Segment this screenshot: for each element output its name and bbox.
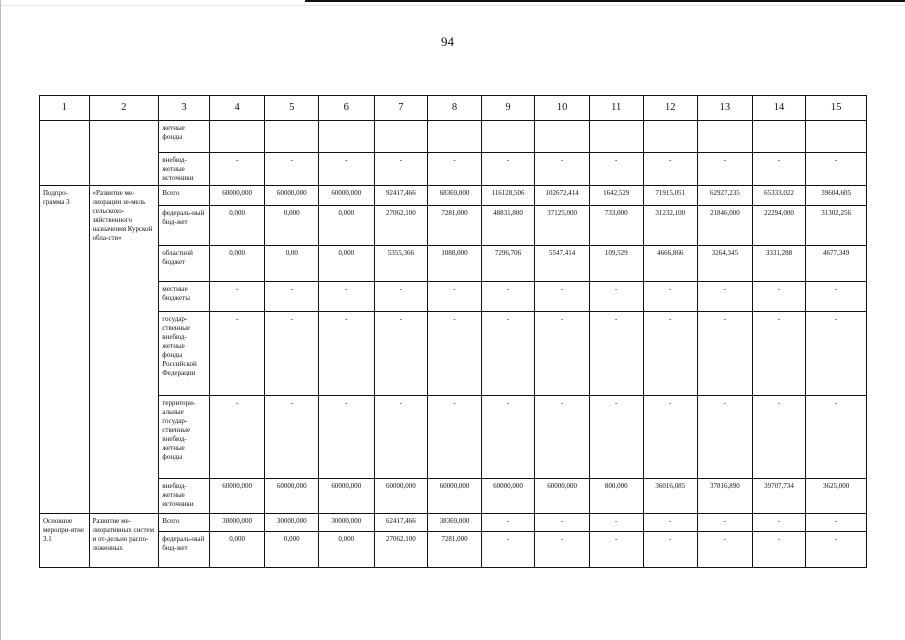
value-cell: - — [209, 395, 265, 478]
value-cell: - — [752, 152, 806, 185]
value-cell: - — [535, 532, 590, 568]
value-cell: - — [698, 281, 753, 311]
column-header: 9 — [481, 96, 535, 121]
value-cell: - — [481, 281, 535, 311]
value-cell: - — [643, 152, 698, 185]
value-cell: - — [643, 395, 698, 478]
value-cell: - — [374, 152, 428, 185]
value-cell: - — [752, 532, 806, 568]
column-header: 6 — [319, 96, 375, 121]
value-cell: - — [698, 532, 753, 568]
value-cell: 71915,051 — [643, 186, 698, 205]
value-cell: - — [752, 312, 806, 396]
funding-source-cell: территори-альные государ-ственные внебюд-жетные фонды — [159, 395, 210, 478]
table-row — [40, 186, 867, 205]
header-row — [40, 96, 867, 121]
table-row — [40, 120, 867, 152]
value-cell: 0,000 — [209, 532, 265, 568]
column-header: 13 — [698, 96, 753, 121]
value-cell: - — [535, 152, 590, 185]
value-cell: 31302,256 — [806, 205, 867, 246]
value-cell: 733,000 — [589, 205, 643, 246]
value-cell: 30000,000 — [209, 514, 265, 532]
funding-source-cell: внебюд-жетные источники — [159, 478, 210, 513]
value-cell: 116128,506 — [481, 186, 535, 205]
value-cell: 4666,866 — [643, 246, 698, 281]
budget-table — [39, 95, 867, 568]
value-cell: 65333,022 — [752, 186, 806, 205]
value-cell — [319, 120, 375, 152]
value-cell: 102672,414 — [535, 186, 590, 205]
funding-source-cell: Всего — [159, 514, 210, 532]
funding-source-cell: областной бюджет — [159, 246, 210, 281]
value-cell: - — [535, 312, 590, 396]
value-cell: - — [481, 152, 535, 185]
value-cell — [698, 120, 753, 152]
value-cell: 39604,605 — [806, 186, 867, 205]
value-cell: 48831,800 — [481, 205, 535, 246]
value-cell: - — [698, 312, 753, 396]
value-cell: - — [428, 312, 482, 396]
value-cell — [643, 120, 698, 152]
value-cell: - — [481, 514, 535, 532]
value-cell — [589, 120, 643, 152]
funding-source-cell: Всего — [159, 186, 210, 205]
value-cell: 68369,000 — [428, 186, 482, 205]
value-cell — [265, 120, 319, 152]
value-cell: 5547,414 — [535, 246, 590, 281]
value-cell: - — [806, 532, 867, 568]
value-cell: 37816,890 — [698, 478, 753, 513]
column-header: 1 — [40, 96, 90, 121]
value-cell: 92417,466 — [374, 186, 428, 205]
column-header: 4 — [209, 96, 265, 121]
value-cell: - — [319, 312, 375, 396]
value-cell: 22294,000 — [752, 205, 806, 246]
value-cell: - — [698, 395, 753, 478]
empty-cell — [89, 120, 159, 186]
value-cell: - — [698, 514, 753, 532]
column-header: 14 — [752, 96, 806, 121]
value-cell: 109,529 — [589, 246, 643, 281]
table-row — [40, 478, 867, 513]
value-cell: - — [481, 312, 535, 396]
scan-edge-line — [0, 5, 905, 6]
table-row — [40, 514, 867, 532]
value-cell: 4677,349 — [806, 246, 867, 281]
column-header: 7 — [374, 96, 428, 121]
column-header: 15 — [806, 96, 867, 121]
value-cell: 60000,000 — [265, 186, 319, 205]
program-code-cell: Основное меропри-ятие 3.1 — [40, 514, 90, 568]
value-cell: - — [481, 395, 535, 478]
table-row — [40, 532, 867, 568]
value-cell: - — [752, 395, 806, 478]
funding-source-cell: местные бюджеты — [159, 281, 210, 311]
value-cell: - — [374, 312, 428, 396]
value-cell: 60000,000 — [319, 186, 375, 205]
table-row — [40, 246, 867, 281]
value-cell: - — [589, 152, 643, 185]
value-cell: 60000,000 — [535, 478, 590, 513]
value-cell: 60000,000 — [209, 478, 265, 513]
value-cell: 0,000 — [265, 205, 319, 246]
value-cell: 0,000 — [209, 205, 265, 246]
value-cell: 7296,706 — [481, 246, 535, 281]
value-cell: - — [643, 532, 698, 568]
value-cell: 800,000 — [589, 478, 643, 513]
value-cell: - — [643, 281, 698, 311]
value-cell: 60000,000 — [374, 478, 428, 513]
value-cell: 30000,000 — [319, 514, 375, 532]
value-cell: 39707,734 — [752, 478, 806, 513]
table-row — [40, 205, 867, 246]
value-cell: 27062,100 — [374, 205, 428, 246]
value-cell: - — [265, 312, 319, 396]
value-cell: - — [319, 152, 375, 185]
value-cell: - — [265, 281, 319, 311]
value-cell: - — [481, 532, 535, 568]
value-cell: - — [589, 532, 643, 568]
program-code-cell: Подпро-грамма 3 — [40, 186, 90, 514]
value-cell: - — [535, 281, 590, 311]
value-cell: - — [265, 152, 319, 185]
value-cell: - — [319, 395, 375, 478]
value-cell: 31232,100 — [643, 205, 698, 246]
value-cell: - — [643, 514, 698, 532]
value-cell: 36016,085 — [643, 478, 698, 513]
value-cell: 1642,529 — [589, 186, 643, 205]
value-cell: 3331,288 — [752, 246, 806, 281]
funding-source-cell: федераль-ный бюд-жет — [159, 532, 210, 568]
value-cell: 0,000 — [265, 532, 319, 568]
value-cell: 7281,000 — [428, 205, 482, 246]
program-name-cell: «Развитие ме-лиорации зе-мель сельскохо-зяйственного назначения Курской обла-сти» — [89, 186, 159, 514]
table-row — [40, 312, 867, 396]
value-cell: - — [428, 281, 482, 311]
value-cell: 60000,000 — [481, 478, 535, 513]
value-cell: - — [265, 395, 319, 478]
value-cell: - — [209, 281, 265, 311]
value-cell: - — [319, 281, 375, 311]
value-cell — [535, 120, 590, 152]
funding-source-cell: федераль-ный бюд-жет — [159, 205, 210, 246]
value-cell: 1088,000 — [428, 246, 482, 281]
value-cell: - — [806, 152, 867, 185]
column-header: 11 — [589, 96, 643, 121]
table-row — [40, 281, 867, 311]
value-cell: 0,000 — [319, 532, 375, 568]
value-cell: 60000,000 — [319, 478, 375, 513]
header-rule — [305, 0, 905, 2]
value-cell: - — [806, 395, 867, 478]
value-cell: - — [374, 395, 428, 478]
value-cell: 0,000 — [209, 246, 265, 281]
value-cell: - — [806, 312, 867, 396]
value-cell — [374, 120, 428, 152]
value-cell: - — [752, 514, 806, 532]
value-cell: - — [535, 514, 590, 532]
column-header: 3 — [159, 96, 210, 121]
value-cell: - — [589, 281, 643, 311]
value-cell: 21846,000 — [698, 205, 753, 246]
value-cell: 30000,000 — [265, 514, 319, 532]
program-name-cell: Развитие ме-лиоративных систем и от-дельно распо-ложенных — [89, 514, 159, 568]
value-cell: - — [806, 281, 867, 311]
value-cell: 38369,000 — [428, 514, 482, 532]
value-cell: - — [374, 281, 428, 311]
value-cell: 27062,100 — [374, 532, 428, 568]
table-row — [40, 395, 867, 478]
column-header: 10 — [535, 96, 590, 121]
value-cell: 3625,000 — [806, 478, 867, 513]
value-cell: 62417,466 — [374, 514, 428, 532]
value-cell: 60000,000 — [428, 478, 482, 513]
value-cell: 0,000 — [319, 246, 375, 281]
value-cell: - — [428, 152, 482, 185]
value-cell: 7281,000 — [428, 532, 482, 568]
column-header: 2 — [89, 96, 159, 121]
value-cell: - — [643, 312, 698, 396]
value-cell: 60000,000 — [265, 478, 319, 513]
value-cell: - — [535, 395, 590, 478]
value-cell — [428, 120, 482, 152]
value-cell: - — [698, 152, 753, 185]
value-cell — [752, 120, 806, 152]
value-cell — [806, 120, 867, 152]
page-number: 94 — [441, 34, 454, 49]
value-cell: - — [752, 281, 806, 311]
value-cell: - — [428, 395, 482, 478]
column-header: 8 — [428, 96, 482, 121]
value-cell: - — [589, 312, 643, 396]
scan-left-edge — [0, 0, 1, 640]
table-row — [40, 152, 867, 185]
funding-source-cell: жетные фонды — [159, 120, 210, 152]
value-cell: 0,000 — [319, 205, 375, 246]
value-cell: 60000,000 — [209, 186, 265, 205]
value-cell — [481, 120, 535, 152]
value-cell: - — [209, 312, 265, 396]
column-header: 5 — [265, 96, 319, 121]
funding-source-cell: внебюд-жетные источники — [159, 152, 210, 185]
value-cell: - — [209, 152, 265, 185]
value-cell: 3264,345 — [698, 246, 753, 281]
value-cell: 5355,366 — [374, 246, 428, 281]
value-cell: - — [589, 514, 643, 532]
value-cell: 62927,235 — [698, 186, 753, 205]
funding-source-cell: государ-ственные внебюд-жетные фонды Российской Федерации — [159, 312, 210, 396]
empty-cell — [40, 120, 90, 186]
value-cell: 37125,000 — [535, 205, 590, 246]
column-header: 12 — [643, 96, 698, 121]
value-cell: 0,00 — [265, 246, 319, 281]
value-cell: - — [589, 395, 643, 478]
value-cell — [209, 120, 265, 152]
value-cell: - — [806, 514, 867, 532]
